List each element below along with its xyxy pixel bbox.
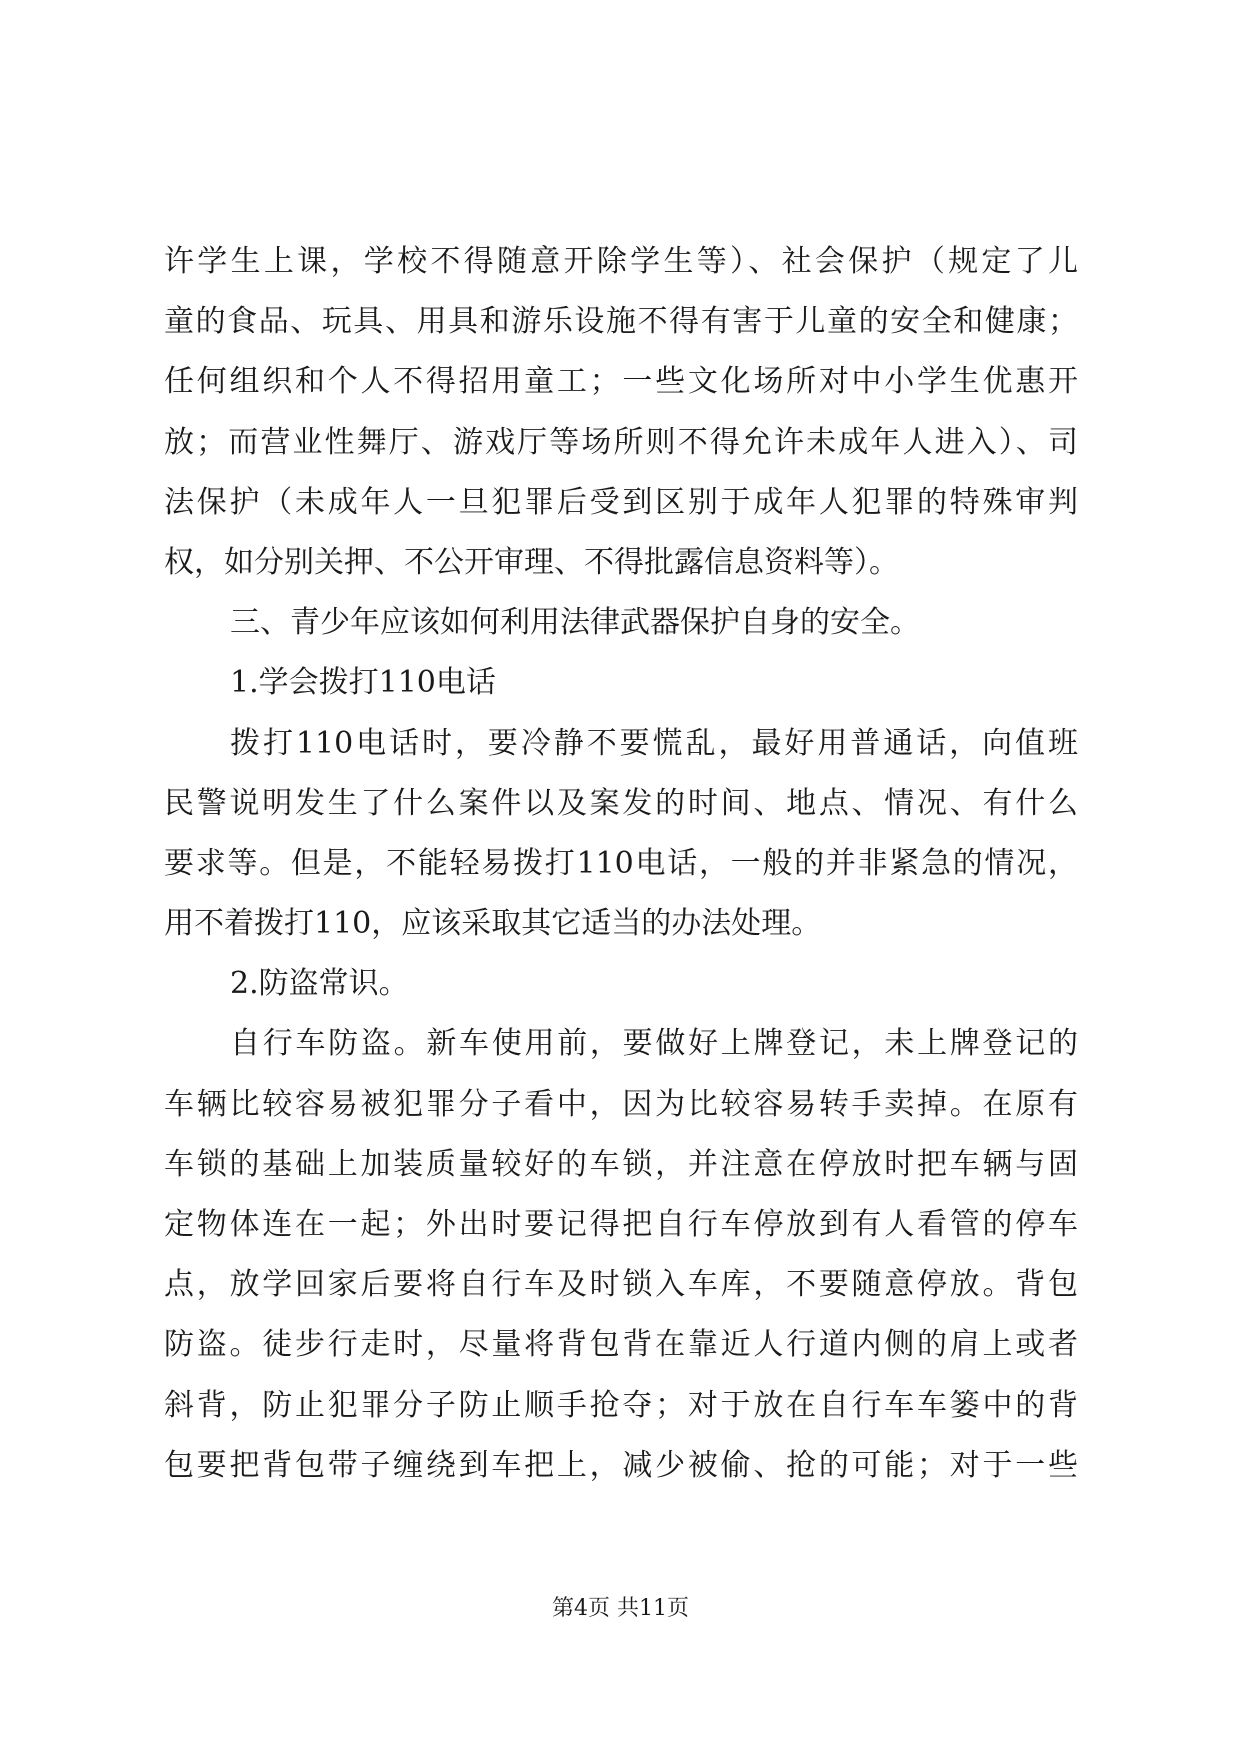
text-line: 自行车防盗。新车使用前，要做好上牌登记，未上牌登记的: [230, 1026, 1078, 1062]
text-line: 定物体连在一起；外出时要记得把自行车停放到有人看管的停车: [164, 1207, 1078, 1242]
text-line: 斜背，防止犯罪分子防止顺手抢夺；对于放在自行车车篓中的背: [164, 1387, 1078, 1423]
text-line: 拨打110电话时，要冷静不要慌乱，最好用普通话，向值班: [230, 725, 1078, 761]
text-line: 包要把背包带子缠绕到车把上，减少被偷、抢的可能；对于一些: [164, 1447, 1078, 1483]
body-text: [164, 232, 1078, 1496]
text-line: 权，如分别关押、不公开审理、不得批露信息资料等）。: [164, 544, 899, 580]
text-line: 防盗。徒步行走时，尽量将背包背在靠近人行道内侧的肩上或者: [164, 1327, 1078, 1363]
page-footer: 第4页 共11页: [552, 1596, 689, 1621]
text-line: 任何组织和个人不得招用童工；一些文化场所对中小学生优惠开: [164, 364, 1078, 400]
text-line: 许学生上课，学校不得随意开除学生等）、社会保护（规定了儿: [164, 244, 1078, 279]
text-line: 法保护（未成年人一旦犯罪后受到区别于成年人犯罪的特殊审判: [164, 484, 1078, 520]
text-line: 要求等。但是，不能轻易拨打110电话，一般的并非紧急的情况，: [164, 845, 1078, 881]
text-line: 童的食品、玩具、用具和游乐设施不得有害于儿童的安全和健康；: [164, 304, 1078, 340]
text-line: 点，放学回家后要将自行车及时锁入车库，不要随意停放。背包: [164, 1267, 1078, 1303]
text-line: 车辆比较容易被犯罪分子看中，因为比较容易转手卖掉。在原有: [164, 1086, 1078, 1122]
text-line: 用不着拨打110，应该采取其它适当的办法处理。: [164, 906, 822, 942]
subheading: 2.防盗常识。: [230, 966, 409, 1002]
text-line: 民警说明发生了什么案件以及案发的时间、地点、情况、有什么: [164, 785, 1078, 821]
section-heading: 三、青少年应该如何利用法律武器保护自身的安全。: [230, 605, 920, 641]
text-line: 放；而营业性舞厅、游戏厅等场所则不得允许未成年人进入）、司: [164, 424, 1078, 460]
subheading: 1.学会拨打110电话: [230, 665, 496, 701]
text-line: 车锁的基础上加装质量较好的车锁，并注意在停放时把车辆与固: [164, 1146, 1078, 1182]
